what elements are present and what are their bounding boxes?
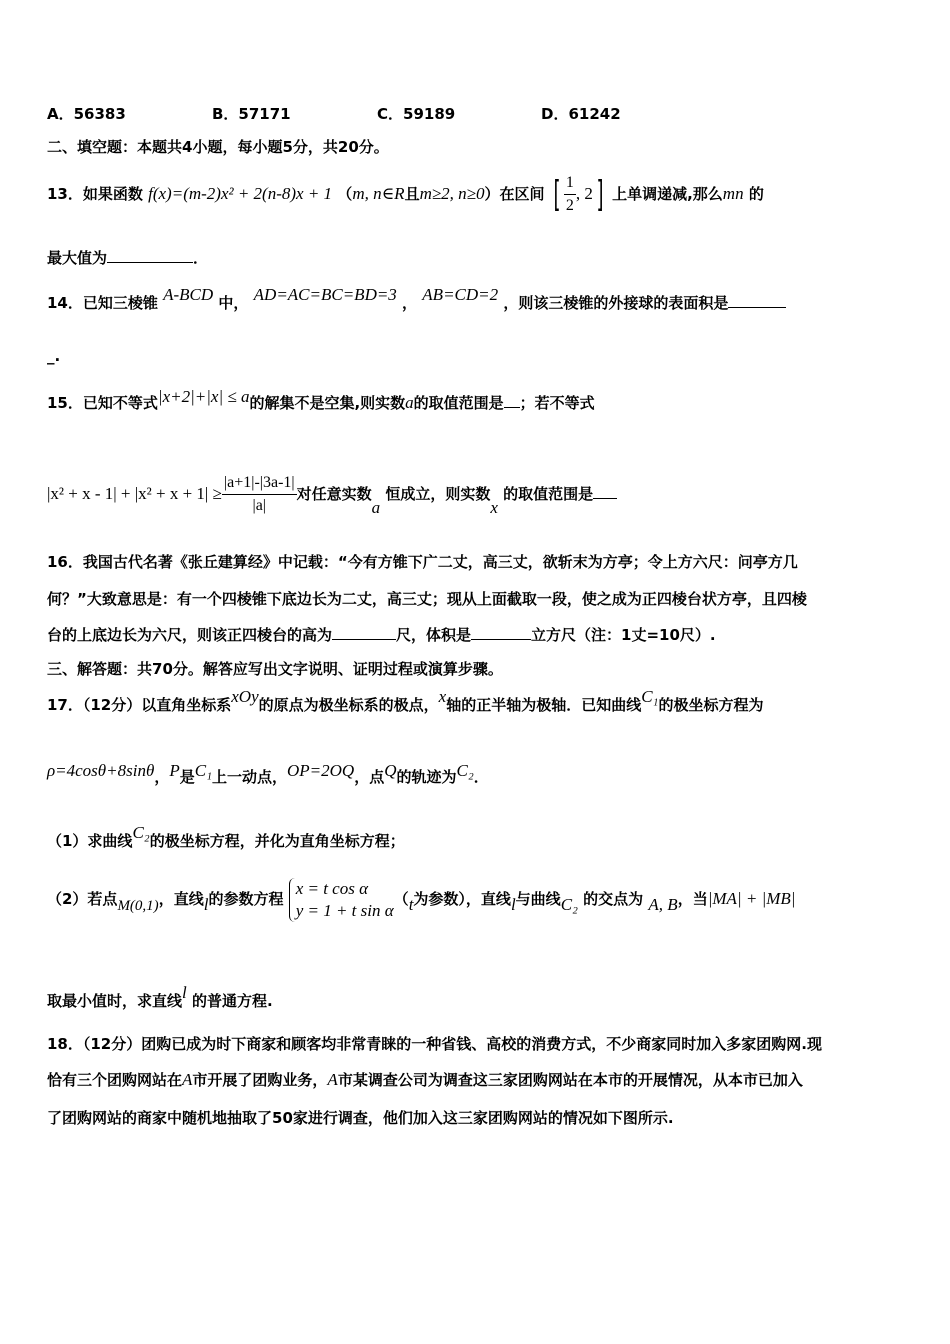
q15-blank2[interactable] (593, 484, 617, 499)
q18-line2 (47, 1070, 803, 1090)
q14-eq1: AD=AC=BC=BD=3 (253, 285, 397, 304)
q18-text-b: 市开展了团购业务， (192, 1071, 328, 1089)
q17-last (47, 983, 273, 1016)
q18-line3: 了团购网站的商家中随机地抽取了50家进行调查，他们加入这三家团购网站的情况如下图所示. (47, 1109, 674, 1127)
q17-rho-eq: ρ=4cosθ+8sinθ (47, 761, 155, 780)
q14-text3: ， (402, 294, 418, 312)
q17-c1b: C₁ (194, 761, 212, 780)
q15-line2 (47, 466, 617, 522)
q17-score: （12分） (82, 696, 142, 714)
q17-x: x (438, 687, 447, 706)
q13-function: f(x)=(m-2)x² + 2(n-8)x + 1 (148, 184, 333, 203)
q16-text-b: 尺，体积是 (396, 626, 472, 644)
q16-text-a: 台的上底边长为六尺，则该正四棱台的高为 (47, 626, 333, 644)
q15-text7: 的取值范围是 (503, 485, 594, 503)
q17-q: Q (384, 761, 397, 780)
q13-number: 13． (47, 185, 83, 203)
q14-line2: _. (47, 347, 61, 365)
q17-text6: 是 (179, 768, 195, 786)
q17-part2-text-f: 与曲线 (515, 890, 561, 908)
q17-c1: C₁ (641, 687, 659, 706)
q17-points-ab: A, B (648, 895, 678, 914)
q14-text1: 已知三棱锥 (82, 294, 158, 312)
q16-text-c: 立方尺（注：1丈=10尺）. (531, 626, 716, 644)
q17-part2-text-g: 的交点为 (583, 890, 644, 908)
q17-line-l1: l (203, 895, 209, 914)
option-a: A．56383 (47, 105, 126, 123)
q14-line1 (47, 285, 786, 318)
q13-end: ． (193, 249, 209, 267)
q17-part2-text-h: ，当 (677, 890, 708, 908)
q17-last-text-a: 取最小值时，求直线 (47, 992, 183, 1010)
q17-point-m: M(0,1) (117, 898, 159, 914)
q13-text3: 且 (404, 185, 420, 203)
q13-line1 (47, 170, 764, 218)
q17-text3: 轴的正半轴为极轴．已知曲线 (446, 696, 642, 714)
q13-line2 (47, 248, 208, 268)
q14-eq2: AB=CD=2 (422, 285, 499, 304)
q17-part2-text-e: 为参数），直线 (413, 890, 511, 908)
q17-text7: 上一动点， (211, 768, 287, 786)
q18-line1: 18．（12分）团购已成为时下商家和顾客均非常青睐的一种省钱、高校的消费方式，不少商家同时加入多家团购网.现 (47, 1035, 822, 1053)
q17-p: P (169, 761, 180, 780)
q17-line-l2: l (510, 895, 516, 914)
q13-cond2: m≥2, n≥0 (419, 184, 485, 203)
q17-param-system (289, 878, 394, 922)
q15-frac-num: |a+1|-|3a-1| (222, 472, 297, 495)
q14-answer-blank[interactable] (728, 293, 786, 308)
q17-text1: 以直角坐标系 (141, 696, 232, 714)
q17-part1-text: （1）求曲线 (47, 832, 133, 850)
q13-fraction (564, 172, 576, 217)
q17-part2-text-d: （ (393, 890, 409, 908)
q13-text4: ）在区间 (484, 185, 545, 203)
q13-mn: mn (722, 184, 744, 203)
q15-text2: 的解集不是空集,则实数 (249, 394, 406, 412)
q17-number: 17． (47, 696, 83, 714)
q15-fraction (222, 472, 297, 517)
q15-var-x: x (490, 498, 498, 517)
q17-part1-text2: 的极坐标方程，并化为直角坐标方程； (149, 832, 405, 850)
q17-text8: ，点 (354, 768, 385, 786)
q14-text2: 中， (218, 294, 249, 312)
q18-text-a: 恰有三个团购网站在 (47, 1071, 183, 1089)
q14-number: 14． (47, 294, 83, 312)
q16-line3 (47, 625, 716, 645)
q17-c2: C₂ (456, 761, 474, 780)
q16-blank-height[interactable] (332, 625, 396, 640)
q16-line1: 16．我国古代名著《张丘建算经》中记载：“今有方锥下广二丈，高三丈，欲斩末为方亭；令上方六尺：问亭方几 (47, 553, 798, 571)
q18-text-c: 市某调查公司为调查这三家团购网站在本市的开展情况，从本市已加入 (337, 1071, 803, 1089)
q13-text2: （ (337, 185, 353, 203)
q17-line2 (47, 762, 489, 792)
q13-line2-text: 最大值为 (47, 249, 108, 267)
q18-city-a2: A (327, 1070, 338, 1089)
q17-part2-text-c: 的参数方程 (208, 890, 284, 908)
q15-frac-den: |a| (252, 497, 267, 514)
q15-text5: 对任意实数 (296, 485, 372, 503)
q17-op-eq: OP=2OQ (287, 761, 355, 780)
q18-city-a1: A (182, 1070, 193, 1089)
q14-tetrahedron: A-BCD (163, 285, 214, 304)
q17-text9: 的轨迹为 (396, 768, 457, 786)
q15-var-a: a (405, 393, 414, 412)
q17-sum: |MA| + |MB| (707, 889, 796, 908)
q17-part2-text-b: ，直线 (158, 890, 204, 908)
q15-line1 (47, 388, 595, 418)
q13-left-bracket: [ (553, 173, 561, 215)
q16-blank-volume[interactable] (471, 625, 531, 640)
section3-heading: 三、解答题：共70分。解答应写出文字说明、证明过程或演算步骤。 (47, 660, 503, 678)
option-d: D．61242 (541, 105, 621, 123)
q13-text6: 的 (748, 185, 764, 203)
q17-text2: 的原点为极坐标系的极点， (258, 696, 439, 714)
option-c: C．59189 (377, 105, 456, 123)
q15-inequality: |x+2|+|x| ≤ a (157, 387, 250, 406)
q17-line1 (47, 687, 764, 720)
q13-cond: m, n∈R (352, 184, 405, 203)
q17-text10: ． (473, 768, 489, 786)
q17-sys-y: y = 1 + t sin α (295, 900, 394, 920)
q17-text5: ， (154, 768, 170, 786)
q13-frac-den: 2 (565, 197, 574, 214)
q15-text1: 已知不等式 (82, 394, 158, 412)
q17-sys-x: x = t cos α (295, 878, 369, 898)
q17-text4: 的极坐标方程为 (658, 696, 764, 714)
q15-blank1[interactable] (504, 393, 520, 408)
q13-right-bracket: ] (596, 173, 604, 215)
q17-part2-text-a: （2）若点 (47, 890, 118, 908)
q17-t-var: t (408, 895, 414, 914)
q15-text3: 的取值范围是 (413, 394, 504, 412)
q17-c2c: C₂ (560, 895, 578, 914)
q17-last-text-b: 的普通方程. (191, 992, 273, 1010)
q13-answer-blank[interactable] (107, 248, 193, 263)
q13-text: 如果函数 (82, 185, 143, 203)
q13-frac-num: 1 (564, 172, 576, 195)
q17-part1-c2: C₂ (132, 823, 150, 842)
q15-var-a2: a (371, 498, 381, 517)
option-b: B．57171 (212, 105, 291, 123)
q17-line-l3: l (182, 983, 187, 1002)
q15-text6: 恒成立，则实数 (385, 485, 491, 503)
section2-heading: 二、填空题：本题共4小题，每小题5分，共20分。 (47, 138, 389, 156)
q15-number: 15． (47, 394, 83, 412)
q14-text4: ，则该三棱锥的外接球的表面积是 (503, 294, 729, 312)
q17-xoy: xOy (231, 687, 259, 706)
q17-part1 (47, 823, 405, 856)
q13-text5: 上单调递减,那么 (612, 185, 723, 203)
q15-text4: ；若不等式 (519, 394, 595, 412)
q16-line2: 何？”大致意思是：有一个四棱锥下底边长为二丈，高三丈；现从上面截取一段，使之成为正四棱台状方亭，且四棱 (47, 590, 807, 608)
q17-part2 (47, 874, 795, 925)
q13-interval-right: , 2 (575, 184, 593, 203)
q15-lhs: |x² + x - 1| + |x² + x + 1| ≥ (47, 484, 222, 503)
